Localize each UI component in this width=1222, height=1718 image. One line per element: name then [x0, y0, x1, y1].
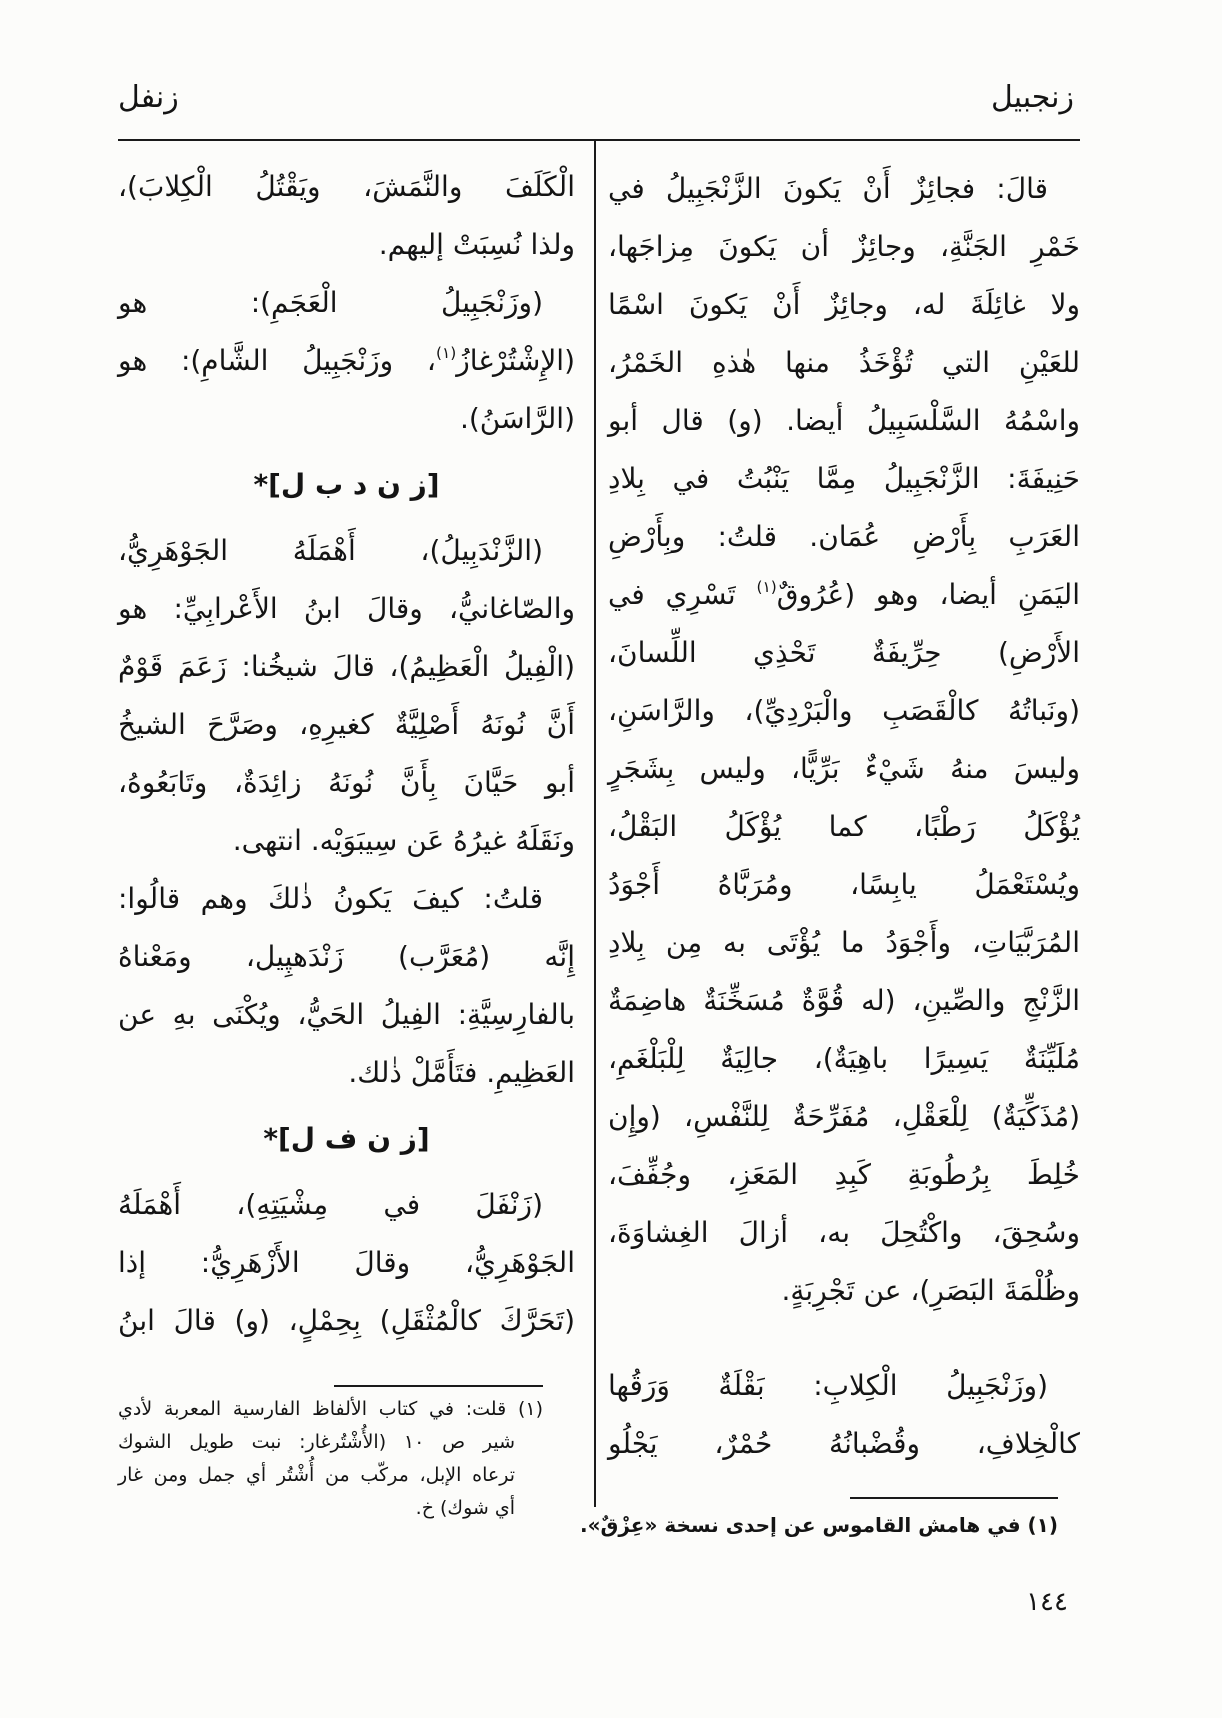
text-line: (زَنْفَلَ في مِشْيَتِهِ)، أَهْمَلَهُ [118, 1188, 543, 1221]
text-line: خَمْرِ الجَنَّةِ، وجائِزٌ أن يَكونَ مِزاجَها، [608, 230, 1080, 263]
footnote-right: (١) في هامش القاموس عن إحدى نسخة «عِزْقٌ». [579, 1513, 1058, 1537]
text-line: ولذا نُسِبَتْ إليهم. [378, 228, 575, 261]
text-line: وليسَ منهُ شَيْءٌ بَرِّيًّا، وليس بِشَجَرٍ [608, 752, 1080, 785]
text-segment: اليَمَنِ أيضا، وهو (عُرُوقٌ [776, 578, 1080, 611]
text-line: الأَرْضِ) حِرِّيفَةٌ تَحْذِي اللِّسانَ، [608, 636, 1080, 669]
text-line: المُرَبَّيَاتِ، وأَجْوَدُ ما يُؤْتَى به مِن بِلادِ [608, 926, 1080, 959]
text-line: الزَّنْجِ والصِّينِ، (له قُوَّةٌ مُسَخِّنَةٌ هاضِمَةٌ [608, 984, 1080, 1017]
text-line: حَنِيفَةَ: الزَّنْجَبِيلُ مِمَّا يَنْبُتُ في بِلادِ [608, 462, 1080, 495]
footnote-marker: (١) [435, 344, 457, 363]
footnote-line: أي شوك) خ. [415, 1497, 515, 1519]
header-rule [118, 139, 1080, 141]
footnote-line: شير ص ١٠ (الأُشْتُرغار: نبت طويل الشوك [118, 1431, 515, 1453]
running-header-right: زنجبيل [990, 80, 1074, 115]
text-segment: ، وزَنْجَبِيلُ الشَّامِ): هو [118, 344, 436, 377]
text-line: (الْفِيلُ الْعَظِيمُ)، قالَ شيخُنا: زَعَمَ قَوْمٌ [118, 650, 575, 683]
entry-heading: [ز ن ف ل]* [263, 1122, 430, 1155]
text-line: (وزَنْجَبِيلُ الْكِلابِ: بَقْلَةٌ وَرَقُها [608, 1369, 1048, 1402]
footnote-left [118, 1393, 543, 1525]
text-line: وسُحِقَ، واكْتُحِلَ به، أزالَ الغِشاوَةَ، [608, 1216, 1080, 1249]
footnote-line: ترعاه الإبل، مركّب من أُشْتُر أي جمل ومن غار [118, 1464, 515, 1486]
text-line [608, 566, 1080, 624]
text-line: أَنَّ نُونَهُ أَصْلِيَّةٌ كغيرِهِ، وصَرَّحَ الشيخُ [118, 708, 575, 741]
text-line: وظُلْمَةَ البَصَرِ)، عن تَجْرِبَةٍ. [781, 1274, 1080, 1307]
text-line: (مُذَكِّيَةٌ) لِلْعَقْلِ، مُفَرِّحَةٌ لِلنَّفْسِ، (وإِن [608, 1100, 1080, 1133]
text-line: واسْمُهُ السَّلْسَبِيلُ أيضا. (و) قال أبو [608, 404, 1080, 437]
footnote-rule-right [850, 1497, 1058, 1499]
text-line: قلتُ: كيفَ يَكونُ ذٰلكَ وهم قالُوا: [118, 882, 543, 915]
text-line: قالَ: فجائِزٌ أَنْ يَكونَ الزَّنْجَبِيلُ في [608, 172, 1048, 205]
text-segment: (الإِشْتُرْغازُ [456, 344, 575, 377]
text-line: خُلِطَ بِرُطُوبَةِ كَبِدِ المَعَزِ، وجُفِّفَ، [608, 1158, 1080, 1191]
text-line: الجَوْهَرِيُّ، وقالَ الأَزْهَرِيُّ: إذا [118, 1246, 575, 1279]
text-line: الْكَلَفَ والنَّمَشَ، ويَقْتُلُ الْكِلابَ)، [118, 170, 575, 203]
text-line: كالْخِلافِ، وقُضْبانُهُ حُمْرٌ، يَجْلُو [608, 1427, 1080, 1460]
text-line: (وزَنْجَبِيلُ الْعَجَمِ): هو [118, 286, 543, 319]
text-line: (الزَّنْدَبِيلُ)، أَهْمَلَهُ الجَوْهَرِيُّ، [118, 534, 543, 567]
text-line: بالفارِسِيَّةِ: الفِيلُ الحَيُّ، ويُكْنَى بهِ عن [118, 998, 575, 1031]
footnote-line: (١) قلت: في كتاب الألفاظ الفارسية المعربة لأدي [118, 1398, 543, 1420]
page-number: ١٤٤ [1026, 1587, 1068, 1617]
text-line: (الرَّاسَنُ). [459, 402, 575, 435]
text-line: مُلَيِّنَةٌ يَسِيرًا باهِيَةٌ)، جالِيَةٌ لِلْبَلْغَمِ، [608, 1042, 1080, 1075]
text-line: (ونَباتُهُ كالْقَصَبِ والْبَرْدِيِّ)، والرَّاسَنِ، [608, 694, 1080, 727]
left-column [118, 158, 575, 1350]
text-line: ونَقَلَهُ غيرُهُ عَن سِيبَوَيْه. انتهى. [232, 824, 575, 857]
column-divider [594, 141, 596, 1507]
text-line [118, 332, 575, 390]
text-line: ويُسْتَعْمَلُ يابِسًا، ومُرَبَّاهُ أَجْوَدُ [608, 868, 1080, 901]
running-header-left: زنفل [118, 80, 179, 115]
text-line: والصّاغانيُّ، وقالَ ابنُ الأَعْرابِيِّ: هو [118, 592, 575, 625]
text-line: العَرَبِ بِأَرْضِ عُمَان. قلتُ: وبِأَرْضِ [608, 520, 1080, 553]
text-line: يُؤْكَلُ رَطْبًا، كما يُؤْكَلُ البَقْلُ، [608, 810, 1080, 843]
text-line: للعَيْنِ التي تُؤْخَذُ منها هٰذهِ الخَمْرُ، [608, 346, 1080, 379]
text-line: ولا غائِلَةَ له، وجائِزٌ أَنْ يَكونَ اسْمًا [608, 288, 1080, 321]
footnote-marker: (١) [756, 578, 777, 597]
text-segment: تَسْرِي في [608, 578, 757, 611]
text-line: (تَحَرَّكَ كالْمُثْقَلِ) بِحِمْلٍ، (و) قالَ ابنُ [118, 1304, 575, 1337]
text-line: أبو حَيَّانَ بِأَنَّ نُونَهُ زائِدَةٌ، وتَابَعُوهُ، [118, 766, 575, 799]
text-line: العَظِيمِ. فتَأَمَّلْ ذٰلك. [348, 1056, 575, 1089]
text-line: إِنَّه (مُعَرَّب) زَنْدَهپِيل، ومَعْناهُ [118, 940, 575, 973]
entry-heading: [ز ن د ب ل]* [253, 468, 440, 501]
right-column [608, 160, 1080, 1473]
footnote-rule-left [334, 1385, 543, 1387]
